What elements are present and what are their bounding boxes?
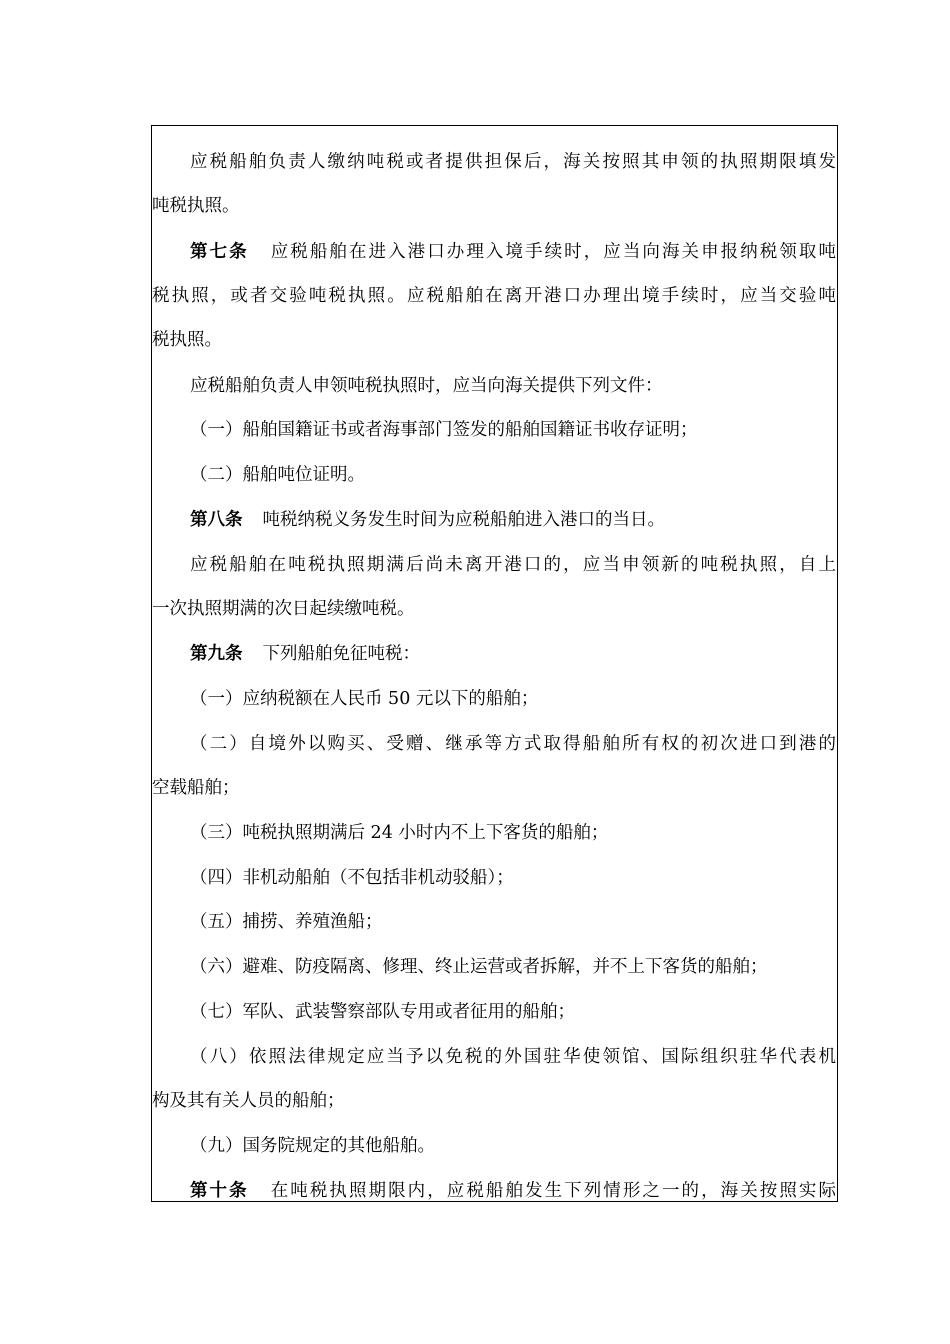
article-heading: 第八条: [190, 510, 243, 530]
list-item: （一）应纳税额在人民币 50 元以下的船舶；: [190, 689, 539, 709]
article-text: 应税船舶在进入港口办理入境手续时，应当向海关申报纳税领取吨: [268, 242, 836, 262]
article-heading: 第十条: [190, 1181, 249, 1201]
list-item: （七）军队、武装警察部队专用或者征用的船舶；: [190, 1002, 575, 1022]
article-heading: 第九条: [190, 644, 243, 664]
list-item-continuation: 构及其有关人员的船舶；: [152, 1091, 345, 1111]
paragraph-line: 一次执照期满的次日起续缴吨税。: [152, 599, 415, 619]
article-10-line: [190, 1179, 836, 1203]
list-item: （四）非机动船舶（不包括非机动驳船）；: [190, 868, 514, 888]
article-9-line: [190, 642, 836, 666]
list-item: （六）避难、防疫隔离、修理、终止运营或者拆解，并不上下客货的船舶；: [190, 957, 768, 977]
article-text: 下列船舶免征吨税：: [262, 644, 420, 664]
article-7-line: [190, 240, 836, 264]
paragraph-line: 税执照，或者交验吨税执照。应税船舶在离开港口办理出境手续时，应当交验吨: [152, 286, 836, 306]
list-item: （一）船舶国籍证书或者海事部门签发的船舶国籍证书收存证明；: [190, 420, 698, 440]
list-item: （二）自境外以购买、受赠、继承等方式取得船舶所有权的初次进口到港的: [190, 734, 836, 754]
article-heading: 第七条: [190, 242, 249, 262]
paragraph-line: 应税船舶在吨税执照期满后尚未离开港口的，应当申领新的吨税执照，自上: [190, 555, 836, 575]
list-item: （三）吨税执照期满后 24 小时内不上下客货的船舶；: [190, 823, 609, 843]
list-item-continuation: 空载船舶；: [152, 778, 240, 798]
list-item: （九）国务院规定的其他船舶。: [190, 1136, 435, 1156]
paragraph-line: 应税船舶负责人缴纳吨税或者提供担保后，海关按照其申领的执照期限填发: [190, 152, 836, 172]
paragraph-line: 税执照。: [152, 330, 222, 350]
list-item: （五）捕捞、养殖渔船；: [190, 912, 383, 932]
paragraph-line: 吨税执照。: [152, 196, 240, 216]
article-text: 在吨税执照期限内，应税船舶发生下列情形之一的，海关按照实际: [268, 1181, 836, 1201]
paragraph-line: 应税船舶负责人申领吨税执照时，应当向海关提供下列文件：: [190, 376, 663, 396]
article-8-line: [190, 508, 836, 532]
list-item: （八）依照法律规定应当予以免税的外国驻华使领馆、国际组织驻华代表机: [190, 1047, 836, 1067]
article-text: 吨税纳税义务发生时间为应税船舶进入港口的当日。: [262, 510, 665, 530]
list-item: （二）船舶吨位证明。: [190, 465, 365, 485]
